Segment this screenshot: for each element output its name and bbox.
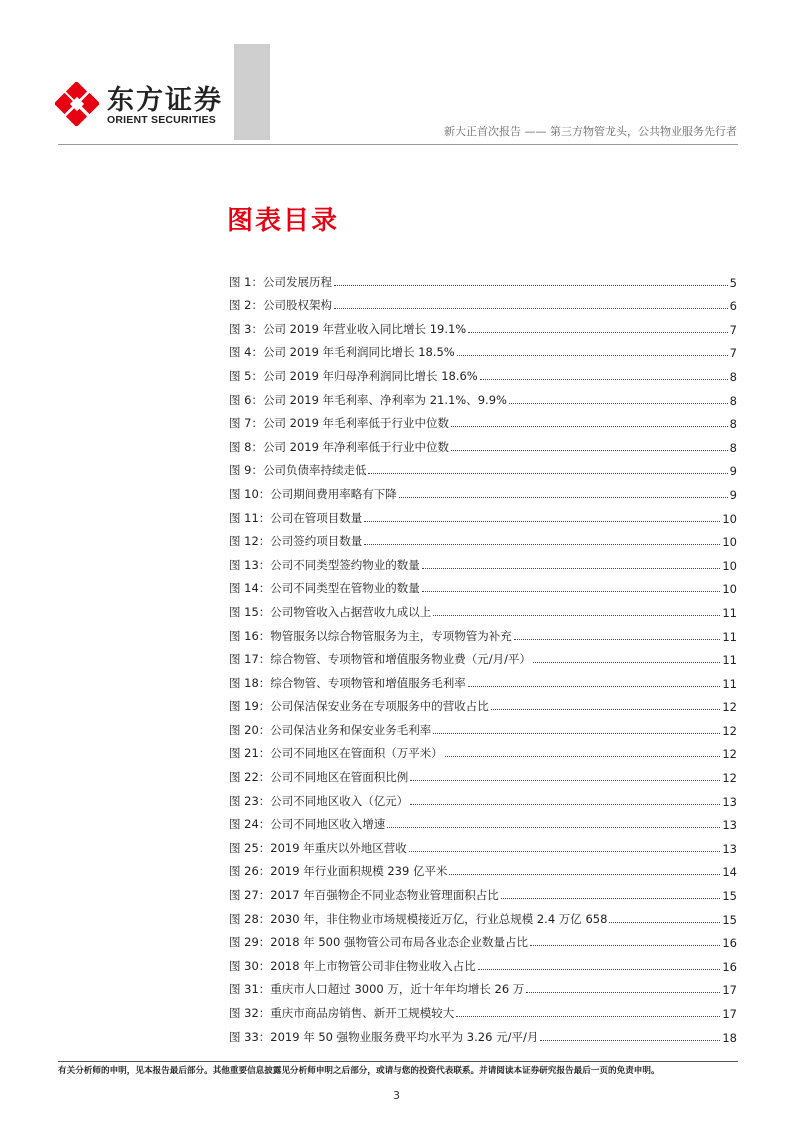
toc-entry-label: 图 32：重庆市商品房销售、新开工规模较大 xyxy=(229,1006,455,1020)
toc-entry-label: 图 22：公司不同地区在管面积比例 xyxy=(229,770,409,785)
toc-dot-leader xyxy=(334,308,728,309)
toc-entry-label: 图 13：公司不同类型签约物业的数量 xyxy=(229,557,420,572)
toc-dot-leader xyxy=(533,662,720,663)
toc-entry-label: 图 6：公司 2019 年毛利率、净利率为 21.1%、9.9% xyxy=(229,392,507,407)
toc-dot-leader xyxy=(457,355,728,356)
toc-dot-leader xyxy=(364,521,720,522)
toc-entry-label: 图 14：公司不同类型在管物业的数量 xyxy=(229,581,420,596)
toc-entry-page: 12 xyxy=(722,747,737,762)
footer-disclaimer: 有关分析师的申明，见本报告最后部分。其他重要信息披露见分析师申明之后部分，或请与您的投资代表联系。并请阅读本证券研究报告最后一页的免责申明。 xyxy=(58,1066,660,1076)
toc-entry-page: 12 xyxy=(722,700,737,715)
toc-entry-label: 图 33：2019 年 50 强物业服务费平均水平为 3.26 元/平/月 xyxy=(229,1029,539,1044)
toc-entry-page: 9 xyxy=(729,487,737,502)
toc-entry-page: 14 xyxy=(722,865,737,880)
toc-entry-page: 10 xyxy=(722,558,737,573)
toc-entry-label: 图 10：公司期间费用率略有下降 xyxy=(229,486,397,501)
toc-entry-page: 8 xyxy=(729,393,737,408)
toc-entry[interactable] xyxy=(229,997,737,1021)
toc-entry-page: 15 xyxy=(722,912,737,927)
toc-entry[interactable] xyxy=(229,502,737,526)
toc-entry[interactable] xyxy=(229,738,737,762)
toc-entry-page: 13 xyxy=(722,794,737,809)
toc-entry-label: 图 26：2019 年行业面积规模 239 亿平米 xyxy=(229,864,448,879)
toc-dot-leader xyxy=(433,733,720,734)
report-header-title: 新大正首次报告 —— 第三方物管龙头，公共物业服务先行者 xyxy=(444,125,737,138)
toc-entry[interactable] xyxy=(229,620,737,644)
toc-entry[interactable] xyxy=(229,832,737,856)
toc-entry-label: 图 28：2030 年，非住物业市场规模接近万亿，行业总规模 2.4 万亿 658 xyxy=(229,911,608,926)
toc-entry[interactable] xyxy=(229,549,737,573)
toc-entry[interactable] xyxy=(229,974,737,998)
toc-entry-label: 图 11：公司在管项目数量 xyxy=(229,510,363,525)
toc-dot-leader xyxy=(445,756,721,757)
toc-entry[interactable] xyxy=(229,950,737,974)
toc-entry-label: 图 15：公司物管收入占据营收九成以上 xyxy=(229,604,432,619)
footer-divider xyxy=(58,1061,738,1062)
toc-entry[interactable] xyxy=(229,691,737,715)
toc-dot-leader xyxy=(410,780,720,781)
toc-entry-label: 图 18：综合物管、专项物管和增值服务毛利率 xyxy=(229,675,466,690)
toc-entry-page: 13 xyxy=(722,841,737,856)
page-title: 图表目录 xyxy=(227,206,340,236)
toc-dot-leader xyxy=(449,874,720,875)
toc-entry-label: 图 29：2018 年 500 强物管公司布局各业态企业数量占比 xyxy=(229,935,528,950)
toc-entry-label: 图 27：2017 年百强物企不同业态物业管理面积占比 xyxy=(229,888,499,903)
toc-entry-page: 18 xyxy=(722,1030,737,1045)
toc-entry[interactable] xyxy=(229,313,737,337)
toc-entry[interactable] xyxy=(229,384,737,408)
company-logo xyxy=(55,82,225,132)
toc-entry[interactable] xyxy=(229,290,737,314)
toc-entry-label: 图 30：2018 年上市物管公司非住物业收入占比 xyxy=(229,958,476,973)
toc-entry-page: 5 xyxy=(729,275,737,290)
toc-entry-page: 11 xyxy=(722,629,737,644)
header-gray-bar xyxy=(234,44,270,140)
toc-dot-leader xyxy=(609,922,720,923)
toc-entry-page: 8 xyxy=(729,417,737,432)
toc-entry-page: 16 xyxy=(722,959,737,974)
toc-dot-leader xyxy=(480,379,728,380)
toc-entry[interactable] xyxy=(229,785,737,809)
toc-entry-label: 图 23：公司不同地区收入（亿元） xyxy=(229,793,409,808)
toc-dot-leader xyxy=(501,898,721,899)
toc-entry-label: 图 8：公司 2019 年净利率低于行业中位数 xyxy=(229,439,450,454)
toc-dot-leader xyxy=(514,639,721,640)
toc-entry-page: 12 xyxy=(722,771,737,786)
toc-entry[interactable] xyxy=(229,856,737,880)
toc-entry-page: 15 xyxy=(722,889,737,904)
toc-entry-label: 图 24：公司不同地区收入增速 xyxy=(229,817,386,832)
toc-dot-leader xyxy=(451,426,728,427)
toc-dot-leader xyxy=(364,544,720,545)
toc-dot-leader xyxy=(456,1016,720,1017)
toc-entry-page: 11 xyxy=(722,676,737,691)
toc-entry[interactable] xyxy=(229,809,737,833)
toc-entry-page: 7 xyxy=(729,346,737,361)
toc-entry[interactable] xyxy=(229,927,737,951)
toc-dot-leader xyxy=(334,285,728,286)
logo-name-en: ORIENT SECURITIES xyxy=(107,114,216,126)
toc-dot-leader xyxy=(526,992,720,993)
toc-entry-page: 7 xyxy=(729,322,737,337)
toc-dot-leader xyxy=(509,403,728,404)
toc-dot-leader xyxy=(478,969,721,970)
toc-entry[interactable] xyxy=(229,761,737,785)
toc-entry-page: 8 xyxy=(729,440,737,455)
toc-entry-label: 图 3：公司 2019 年营业收入同比增长 19.1% xyxy=(229,321,467,336)
toc-entry-page: 17 xyxy=(722,983,737,998)
toc-entry-page: 13 xyxy=(722,818,737,833)
toc-entry-label: 图 20：公司保洁业务和保安业务毛利率 xyxy=(229,722,432,737)
toc-dot-leader xyxy=(468,686,721,687)
toc-dot-leader xyxy=(422,591,721,592)
toc-entry-page: 11 xyxy=(722,653,737,668)
toc-entry-label: 图 16：物管服务以综合物管服务为主，专项物管为补充 xyxy=(229,628,512,643)
header-divider xyxy=(58,144,738,145)
toc-entry[interactable] xyxy=(229,573,737,597)
toc-dot-leader xyxy=(530,945,720,946)
toc-entry-label: 图 19：公司保洁保安业务在专项服务中的营收占比 xyxy=(229,699,489,714)
toc-entry-page: 11 xyxy=(722,605,737,620)
toc-entry[interactable] xyxy=(229,408,737,432)
toc-dot-leader xyxy=(422,568,721,569)
toc-entry[interactable] xyxy=(229,478,737,502)
toc-dot-leader xyxy=(468,332,727,333)
toc-dot-leader xyxy=(433,615,720,616)
toc-dot-leader xyxy=(540,1040,720,1041)
toc-dot-leader xyxy=(491,709,721,710)
toc-entry-label: 图 9：公司负债率持续走低 xyxy=(229,463,367,478)
logo-name-cn: 东方证券 xyxy=(107,85,223,116)
toc-entry-label: 图 25：2019 年重庆以外地区营收 xyxy=(229,840,407,855)
orient-logo-icon xyxy=(55,82,99,126)
toc-entry-label: 图 2：公司股权架构 xyxy=(229,298,332,313)
toc-dot-leader xyxy=(409,851,721,852)
toc-entry-page: 17 xyxy=(722,1007,737,1021)
page-number: 3 xyxy=(393,1089,400,1102)
toc-dot-leader xyxy=(451,450,728,451)
toc-entry-page: 9 xyxy=(729,464,737,479)
toc-entry-label: 图 12：公司签约项目数量 xyxy=(229,534,363,549)
toc-entry[interactable] xyxy=(229,667,737,691)
toc-entry[interactable] xyxy=(229,266,737,290)
toc-entry-label: 图 1：公司发展历程 xyxy=(229,274,332,289)
toc-entry[interactable] xyxy=(229,455,737,479)
toc-entry-label: 图 17：综合物管、专项物管和增值服务物业费（元/月/平） xyxy=(229,652,532,667)
toc-entry[interactable] xyxy=(229,360,737,384)
toc-dot-leader xyxy=(387,827,720,828)
toc-entry-page: 6 xyxy=(729,299,737,314)
toc-entry[interactable] xyxy=(229,879,737,903)
toc-entry[interactable] xyxy=(229,337,737,361)
toc-entry[interactable] xyxy=(229,596,737,620)
toc-dot-leader xyxy=(410,804,720,805)
toc-dot-leader xyxy=(399,497,728,498)
toc-entry[interactable] xyxy=(229,1021,737,1045)
toc-entry[interactable] xyxy=(229,526,737,550)
toc-entry[interactable] xyxy=(229,644,737,668)
toc-entry-page: 10 xyxy=(722,582,737,597)
toc-entry-page: 10 xyxy=(722,511,737,526)
toc-entry[interactable] xyxy=(229,431,737,455)
toc-entry-label: 图 21：公司不同地区在管面积（万平米） xyxy=(229,746,443,761)
toc-dot-leader xyxy=(368,473,727,474)
toc-entry-page: 10 xyxy=(722,535,737,550)
toc-entry-page: 16 xyxy=(722,936,737,951)
toc-entry[interactable] xyxy=(229,903,737,927)
toc-entry-page: 12 xyxy=(722,723,737,738)
toc-entry[interactable] xyxy=(229,714,737,738)
toc-entry-label: 图 31：重庆市人口超过 3000 万，近十年年均增长 26 万 xyxy=(229,982,525,997)
toc-entry-page: 8 xyxy=(729,369,737,384)
figure-table-of-contents xyxy=(229,266,737,1045)
toc-entry-label: 图 7：公司 2019 年毛利率低于行业中位数 xyxy=(229,416,450,431)
toc-entry-label: 图 5：公司 2019 年归母净利润同比增长 18.6% xyxy=(229,368,478,383)
toc-entry-label: 图 4：公司 2019 年毛利润同比增长 18.5% xyxy=(229,345,455,360)
